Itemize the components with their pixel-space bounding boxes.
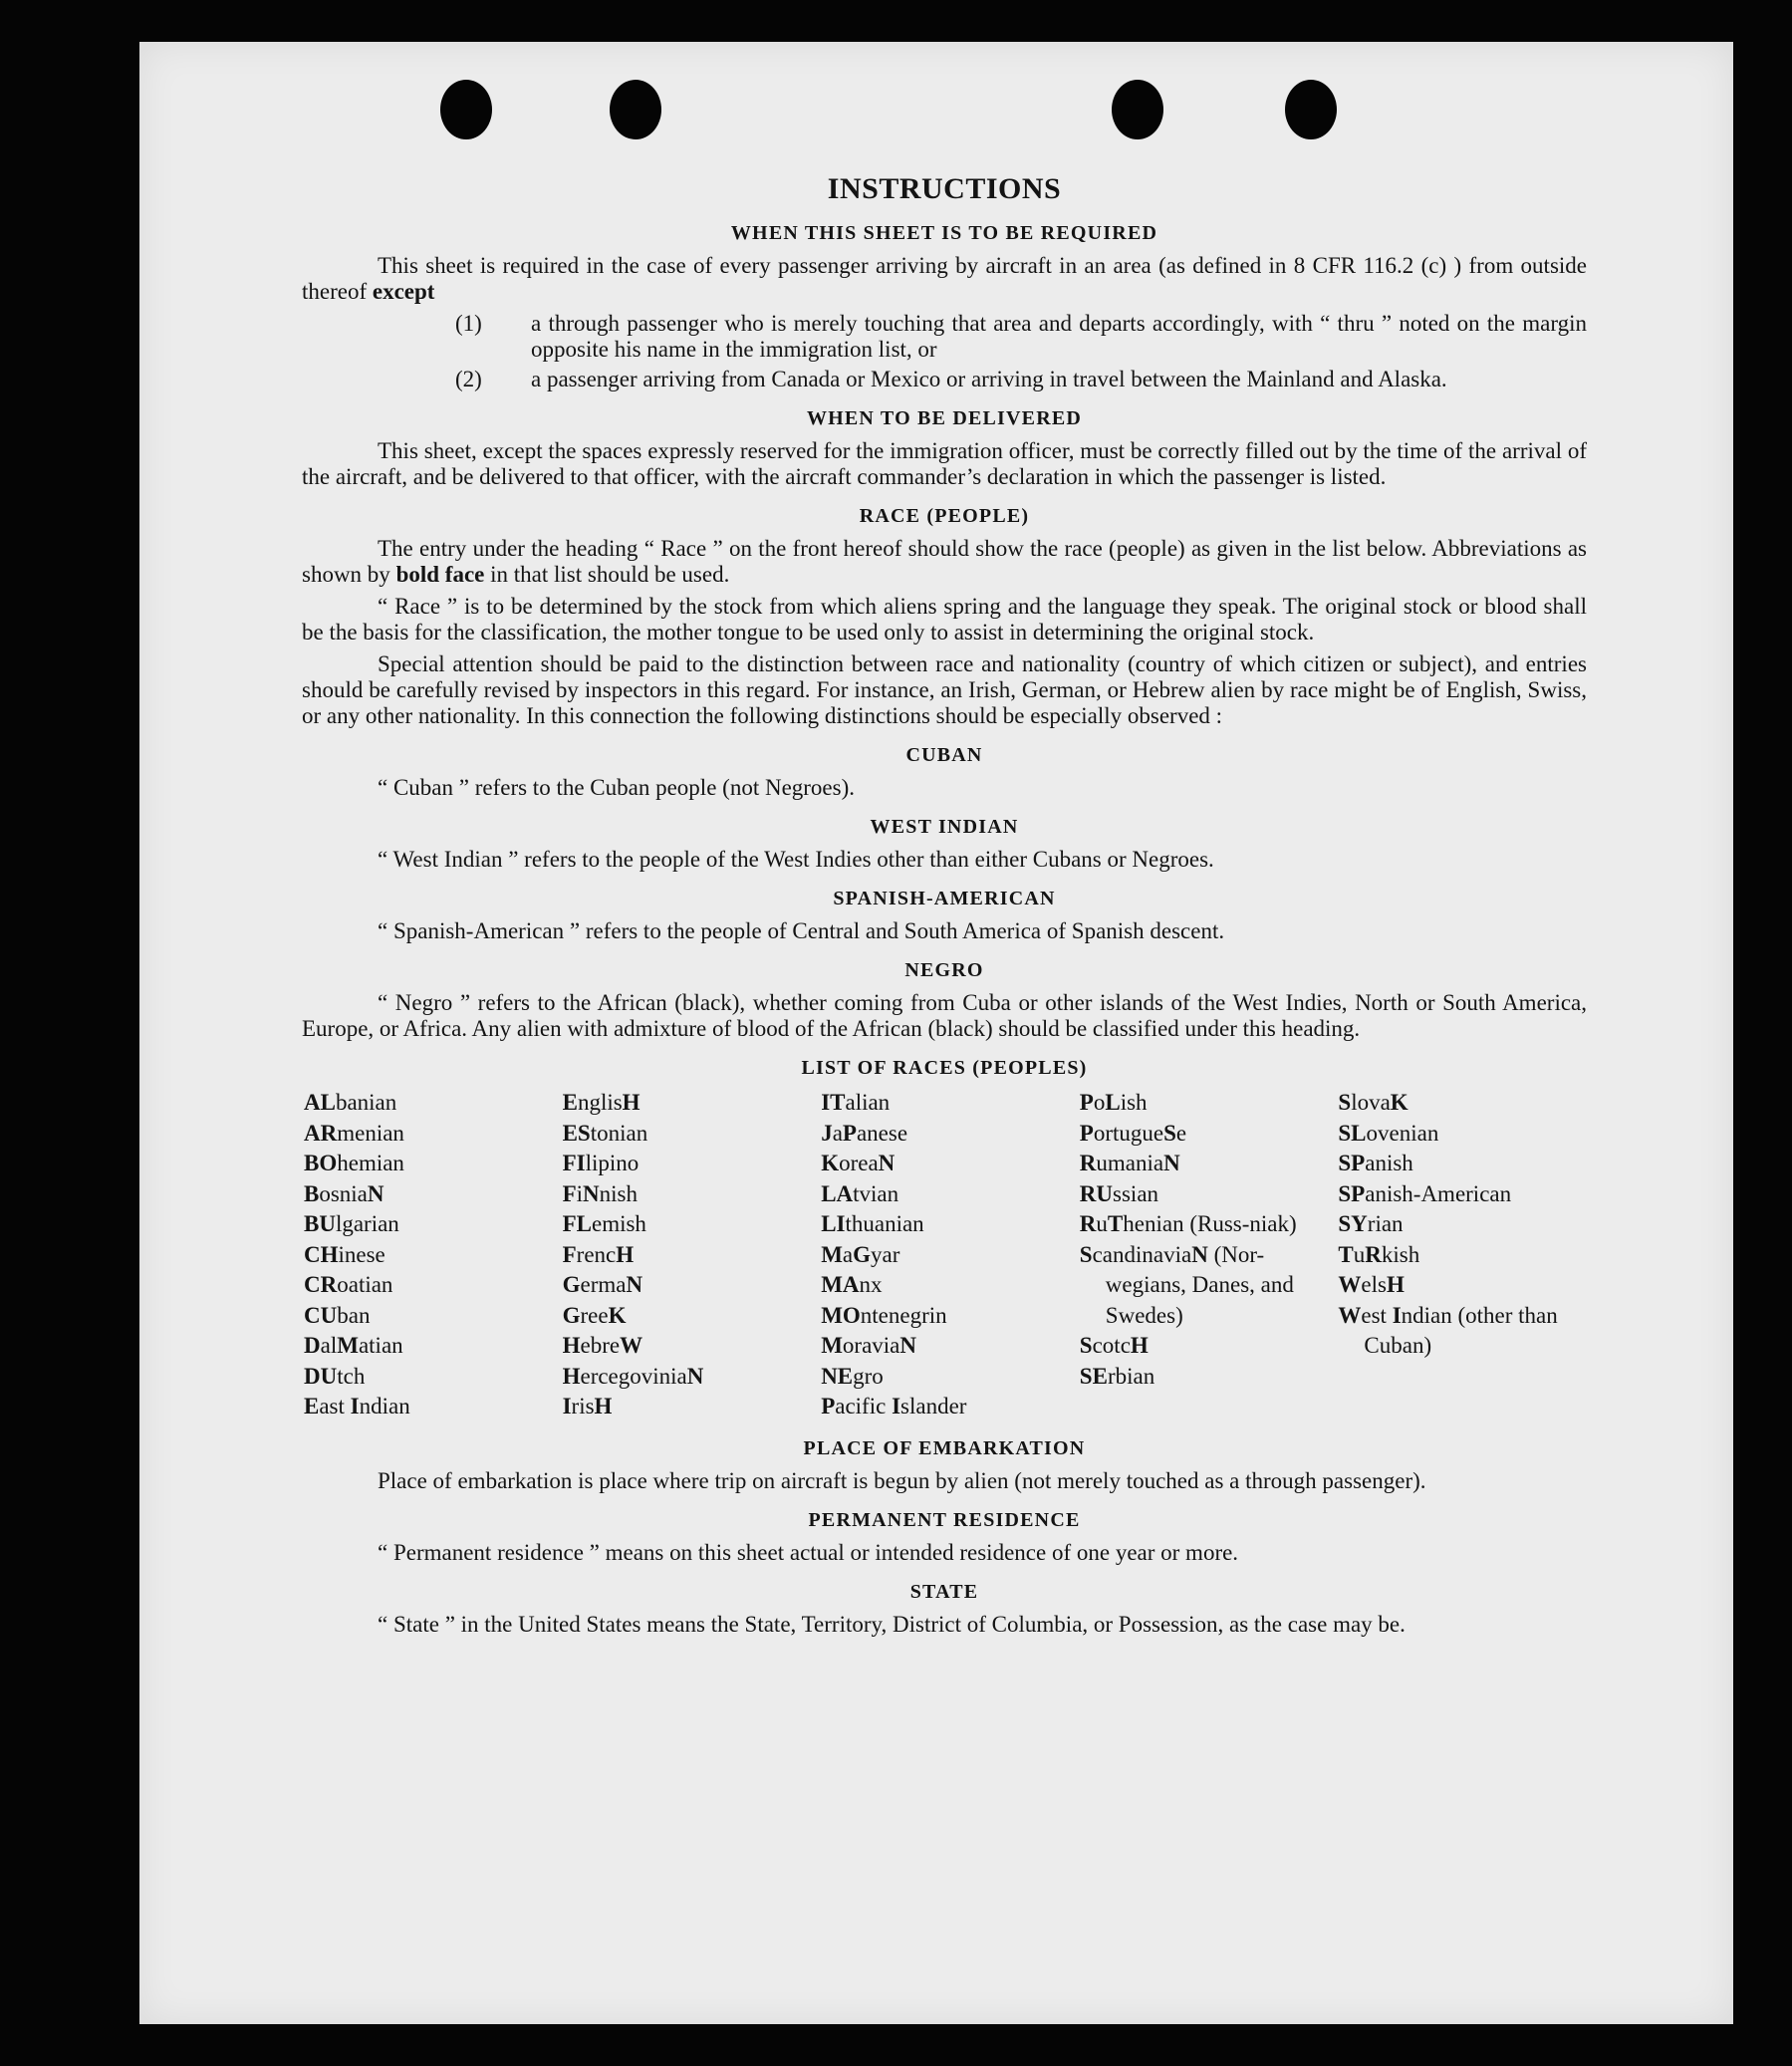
race-item: WelsH <box>1338 1272 1405 1297</box>
race-item: DalMatian <box>304 1333 403 1358</box>
race-item: HebreW <box>562 1333 643 1358</box>
cuban-text: “ Cuban ” refers to the Cuban people (not Negroes). <box>378 775 856 800</box>
race-column <box>304 1088 553 1422</box>
punch-hole <box>610 80 661 139</box>
race-item: FiNnish <box>562 1180 639 1206</box>
embarkation-text: Place of embarkation is place where trip on aircraft is begun by alien (not merely touched as a through passenger). <box>378 1467 1426 1493</box>
heading-required: WHEN THIS SHEET IS TO BE REQUIRED <box>730 222 1158 244</box>
race-item: EnglisH <box>562 1090 640 1115</box>
race-item: BOhemian <box>304 1151 404 1175</box>
race-item: SlovaK <box>1338 1090 1408 1115</box>
heading-west-indian: WEST INDIAN <box>870 816 1019 838</box>
negro-text: “ Negro ” refers to the African (black), whether coming from Cuba or other islands of the West Indies, North or South America, Europe, or Africa. Any alien with admixture of blood of the African (black) should be classified under this heading. <box>302 990 1587 1041</box>
race-column <box>563 1088 812 1422</box>
race-paragraph-1: The entry under the heading “ Race ” on the front hereof should show the race (people) as given in the list below. Abbreviations as shown by bold face in that list should be used. <box>302 536 1587 587</box>
race-item: BosniaN <box>304 1180 384 1206</box>
spanish-american-text: “ Spanish-American ” refers to the people of Central and South America of Spanish descent. <box>378 918 1225 943</box>
race-item: JaPanese <box>821 1120 908 1146</box>
race-item: ALbanian <box>304 1090 397 1115</box>
list-item: (2) a passenger arriving from Canada or Mexico or arriving in travel between the Mainland and Alaska. <box>455 367 1447 391</box>
race-item: PortugueSe <box>1079 1120 1187 1146</box>
race-item: PoLish <box>1079 1090 1148 1115</box>
race-column <box>1080 1088 1329 1422</box>
heading-embarkation: PLACE OF EMBARKATION <box>803 1436 1086 1459</box>
race-item: East Indian <box>304 1394 410 1419</box>
race-item: DUtch <box>304 1363 366 1389</box>
heading-residence: PERMANENT RESIDENCE <box>808 1508 1081 1531</box>
heading-delivered: WHEN TO BE DELIVERED <box>806 407 1083 429</box>
race-item: FIlipino <box>562 1151 640 1175</box>
race-item: CRoatian <box>304 1272 393 1297</box>
required-except: except <box>372 279 435 304</box>
race-item: SPanish-American <box>1338 1180 1512 1206</box>
instructions-content <box>302 171 1587 1644</box>
west-indian-text: “ West Indian ” refers to the people of the West Indies other than either Cubans or Negroes. <box>378 847 1214 872</box>
race-item: GermaN <box>562 1272 643 1297</box>
heading-cuban: CUBAN <box>905 744 983 766</box>
race-column <box>1338 1088 1587 1422</box>
race-item: ScandinaviaN (Nor-wegians, Danes, and Swedes) <box>1079 1241 1294 1328</box>
race-item: ScotcH <box>1079 1333 1149 1358</box>
punch-hole <box>440 80 492 139</box>
heading-negro: NEGRO <box>904 959 984 981</box>
race-item: GreeK <box>562 1302 627 1328</box>
heading-race: RACE (PEOPLE) <box>859 505 1030 527</box>
race-item: RUssian <box>1079 1180 1159 1206</box>
race-item: HercegoviniaN <box>562 1363 704 1389</box>
race-item: LAtvian <box>821 1180 899 1206</box>
race-item: MoraviaN <box>821 1333 916 1358</box>
race-item: CHinese <box>304 1241 385 1267</box>
punch-hole <box>1112 80 1163 139</box>
race-item: EStonian <box>562 1120 648 1146</box>
race-item: ARmenian <box>304 1120 404 1146</box>
residence-text: “ Permanent residence ” means on this sheet actual or intended residence of one year or more. <box>378 1539 1239 1565</box>
race-item: FrencH <box>562 1241 635 1267</box>
race-item: MAnx <box>821 1272 883 1297</box>
race-list <box>304 1088 1587 1422</box>
heading-list-of-races: LIST OF RACES (PEOPLES) <box>801 1057 1088 1079</box>
race-item: SErbian <box>1079 1363 1155 1389</box>
page-title: INSTRUCTIONS <box>827 172 1062 205</box>
delivered-text: This sheet, except the spaces expressly reserved for the immigration officer, must be correctly filled out by the time of the arrival of the aircraft, and be delivered to that officer, with the aircraft commander’s declaration in which the passenger is listed. <box>302 438 1587 489</box>
race-item: IrisH <box>562 1394 613 1419</box>
race-paragraph-3: Special attention should be paid to the distinction between race and nationality (country of which citizen or subject), and entries should be carefully revised by inspectors in this regard. For instance, an Irish, German, or Hebrew alien by race might be of English, Swiss, or any other nationality. In this connection the following distinctions should be especially observed : <box>302 651 1587 728</box>
race-item: FLemish <box>562 1211 646 1236</box>
race-item: West Indian (other than Cuban) <box>1338 1302 1558 1358</box>
heading-state: STATE <box>909 1580 979 1603</box>
heading-spanish-american: SPANISH-AMERICAN <box>833 888 1056 909</box>
race-item: SPanish <box>1338 1151 1413 1175</box>
race-item: SYrian <box>1338 1211 1404 1236</box>
race-item: LIthuanian <box>821 1211 924 1236</box>
race-item: NEgro <box>821 1363 884 1389</box>
state-text: “ State ” in the United States means the State, Territory, District of Columbia, or Possession, as the case may be. <box>378 1611 1406 1637</box>
race-paragraph-2: “ Race ” is to be determined by the stock from which aliens spring and the language they speak. The original stock or blood shall be the basis for the classification, the mother tongue to be used only to assist in determining the original stock. <box>302 594 1587 645</box>
race-item: ITalian <box>821 1090 891 1115</box>
race-item: RuThenian (Russ-niak) <box>1079 1211 1297 1236</box>
required-intro: This sheet is required in the case of every passenger arriving by aircraft in an area (as defined in 8 CFR 116.2 (c) ) from outside thereof except <box>302 253 1587 304</box>
race-column <box>821 1088 1070 1422</box>
race-item: MOntenegrin <box>821 1302 947 1328</box>
race-item: Pacific Islander <box>821 1394 967 1419</box>
race-item: MaGyar <box>821 1241 900 1267</box>
race-item: RumaniaN <box>1079 1151 1180 1175</box>
race-item: KoreaN <box>821 1151 896 1175</box>
race-item: BUlgarian <box>304 1211 399 1236</box>
document-page <box>139 42 1733 2024</box>
required-exceptions-list <box>302 311 1587 392</box>
race-item: SLovenian <box>1338 1120 1439 1146</box>
punch-hole <box>1285 80 1337 139</box>
race-item: TuRkish <box>1338 1241 1420 1267</box>
race-item: CUban <box>304 1302 371 1328</box>
list-item: (1) a through passenger who is merely touching that area and departs accordingly, with “ thru ” noted on the margin opposite his name in the immigration list, or <box>455 311 1587 362</box>
